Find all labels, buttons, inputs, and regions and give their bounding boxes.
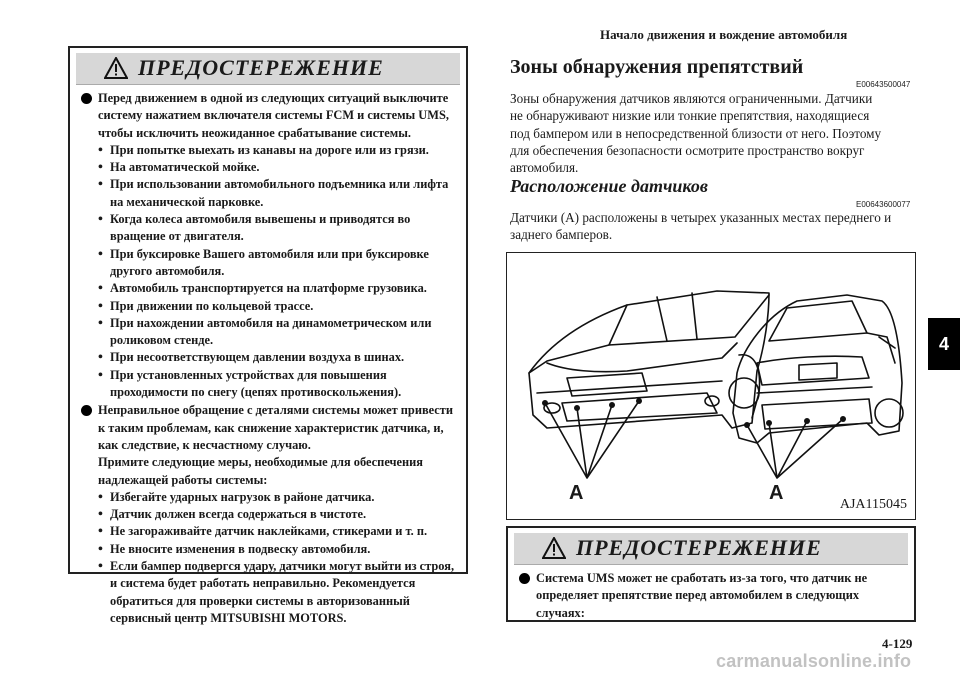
list-item: • При использовании автомобильного подъемника или лифта на механической парковке. xyxy=(98,176,456,211)
warning-box-right xyxy=(506,526,916,622)
warning-body xyxy=(508,565,914,622)
subsection-title: Расположение датчиков xyxy=(510,176,708,196)
warning-header xyxy=(76,53,460,85)
section-text: Зоны обнаружения датчиков являются ограниченными. Датчики не обнаруживают низкие или тонкие препятствия, находящиеся под бампером или в непосредственной близости от него. Поэтому для обеспечения безопасности осмотрите пространство вокруг автомобиля. xyxy=(510,91,882,176)
sensor-marker-a-front: A xyxy=(569,482,584,504)
watermark: carmanualsonline.info xyxy=(716,651,912,671)
paragraph-text: Примите следующие меры, необходимые для обеспечения надлежащей работы системы: xyxy=(98,455,423,487)
section-code: E00643500047 xyxy=(856,80,911,89)
bullet-dot-icon xyxy=(81,405,92,416)
list-item: • При установленных устройствах для повышения проходимости по снегу (цепях противоскольжения). xyxy=(98,367,456,402)
warning-paragraph xyxy=(518,570,904,622)
list-item: • Когда колеса автомобиля вывешены и приводятся во вращение от двигателя. xyxy=(98,211,456,246)
warning-header xyxy=(514,533,908,565)
warning-title: ПРЕДОСТЕРЕЖЕНИЕ xyxy=(576,535,822,560)
sensor-marker-a-rear: A xyxy=(769,482,784,504)
warning-paragraph xyxy=(80,90,456,401)
list-item: • Автомобиль транспортируется на платформе грузовика. xyxy=(98,280,456,297)
list-item: • При движении по кольцевой трассе. xyxy=(98,298,456,315)
list-item: • Не загораживайте датчик наклейками, стикерами и т. п. xyxy=(98,523,456,540)
paragraph-text: Система UMS может не сработать из-за того, что датчик не определяет препятствие перед автомобилем в следующих случаях: xyxy=(536,571,868,620)
subsection-code: E00643600077 xyxy=(856,200,911,209)
list-item: • Избегайте ударных нагрузок в районе датчика. xyxy=(98,489,456,506)
paragraph-text: Неправильное обращение с деталями системы может привести к таким проблемам, как снижение характеристик датчика, и, как следствие, к несчастному случаю. xyxy=(98,403,454,452)
paragraph-text: Перед движением в одной из следующих ситуаций выключите систему нажатием включателя системы FCM и системы UMS, чтобы исключить неожиданное срабатывание системы. xyxy=(98,91,449,140)
sensor-location-figure xyxy=(506,252,916,520)
warning-triangle-icon xyxy=(542,537,566,559)
figure-code: AJA115045 xyxy=(839,497,907,512)
car-illustration xyxy=(507,253,914,518)
warning-paragraph xyxy=(80,402,456,627)
list-item: • Датчик должен всегда содержаться в чистоте. xyxy=(98,506,456,523)
chapter-tab: 4 xyxy=(928,318,960,370)
list-item: • При несоответствующем давлении воздуха в шинах. xyxy=(98,349,456,366)
warning-body xyxy=(70,85,466,627)
warning-triangle-icon xyxy=(104,57,128,79)
list-item: • При попытке выехать из канавы на дороге или из грязи. xyxy=(98,142,456,159)
bullet-dot-icon xyxy=(81,93,92,104)
list-item: • Не вносите изменения в подвеску автомобиля. xyxy=(98,541,456,558)
bullet-dot-icon xyxy=(519,573,530,584)
measures-list xyxy=(98,489,456,627)
subsection-text: Датчики (А) расположены в четырех указанных местах переднего и заднего бамперов. xyxy=(510,210,892,243)
page-number: 4-129 xyxy=(882,636,913,651)
list-item: • Если бампер подвергся удару, датчики могут выйти из строя, и система будет работать неправильно. Рекомендуется обратиться для проверки системы в авторизованный сервисный центр MITSUBISHI MOTORS. xyxy=(98,558,456,627)
warning-box-left xyxy=(68,46,468,625)
situations-list xyxy=(98,142,456,401)
section-title: Зоны обнаружения препятствий xyxy=(510,56,804,78)
list-item: • При буксировке Вашего автомобиля или при буксировке другого автомобиля. xyxy=(98,246,456,281)
list-item: • На автоматической мойке. xyxy=(98,159,456,176)
running-header: Начало движения и вождение автомобиля xyxy=(600,27,848,42)
warning-title: ПРЕДОСТЕРЕЖЕНИЕ xyxy=(138,55,384,80)
list-item: • При нахождении автомобиля на динамометрическом или роликовом стенде. xyxy=(98,315,456,350)
